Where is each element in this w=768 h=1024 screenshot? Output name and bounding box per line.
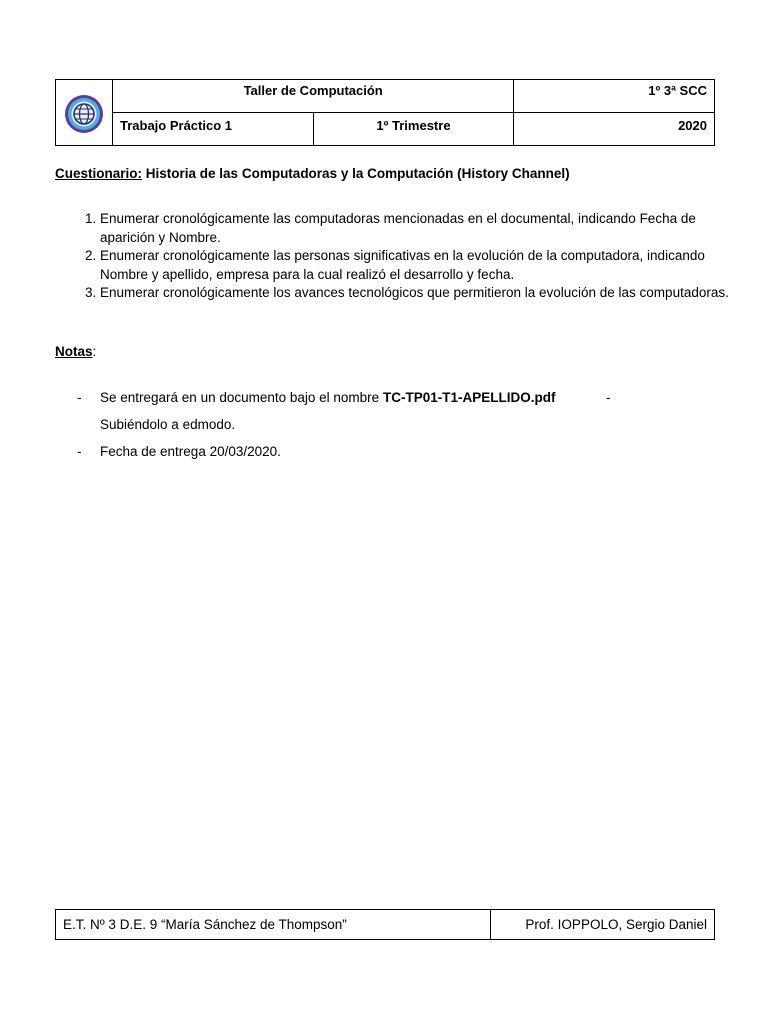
school-logo-icon [64, 94, 104, 134]
notes-heading [55, 344, 96, 359]
questionnaire-title: Historia de las Computadoras y la Computación (History Channel) [145, 166, 570, 181]
question-item: 2. Enumerar cronológicamente las personas significativas en la evolución de la computadora, indicando Nombre y apellido, empresa para la cual realizó el desarrollo y fecha. [100, 247, 730, 284]
note-prefix: Se entregará en un documento bajo el nombre [100, 390, 383, 405]
teacher-name: Prof. IOPPOLO, Sergio Daniel [491, 910, 715, 940]
note-filename: TC-TP01-T1-APELLIDO.pdf [382, 390, 556, 405]
note-bullet: - [77, 390, 82, 405]
question-item: 1. Enumerar cronológicamente las computadoras mencionadas en el documental, indicando Fecha de aparición y Nombre. [100, 210, 730, 247]
school-logo-cell [56, 80, 113, 146]
group-label: 1º 3ª SCC [514, 80, 715, 113]
question-item: 3. Enumerar cronológicamente los avances tecnológicos que permitieron la evolución de las computadoras. [100, 284, 730, 303]
footer-table [55, 909, 715, 940]
note-text: Fecha de entrega 20/03/2020. [100, 444, 281, 459]
note-continuation: Subiéndolo a edmodo. [100, 417, 236, 432]
note-bullet: - [77, 444, 82, 459]
questionnaire-label: Cuestionario: [55, 166, 143, 181]
note-text [100, 390, 555, 405]
note-trailing-dash: - [606, 390, 611, 405]
assignment-title: Trabajo Práctico 1 [113, 113, 314, 146]
questions-list [55, 210, 730, 303]
header-table [55, 79, 715, 146]
term-label: 1º Trimestre [313, 113, 514, 146]
course-title: Taller de Computación [113, 80, 514, 113]
year-label: 2020 [514, 113, 715, 146]
questionnaire-heading [55, 166, 715, 181]
notes-colon: : [92, 344, 97, 359]
school-name: E.T. Nº 3 D.E. 9 “María Sánchez de Thompson” [56, 910, 491, 940]
notes-label: Notas [55, 344, 93, 359]
